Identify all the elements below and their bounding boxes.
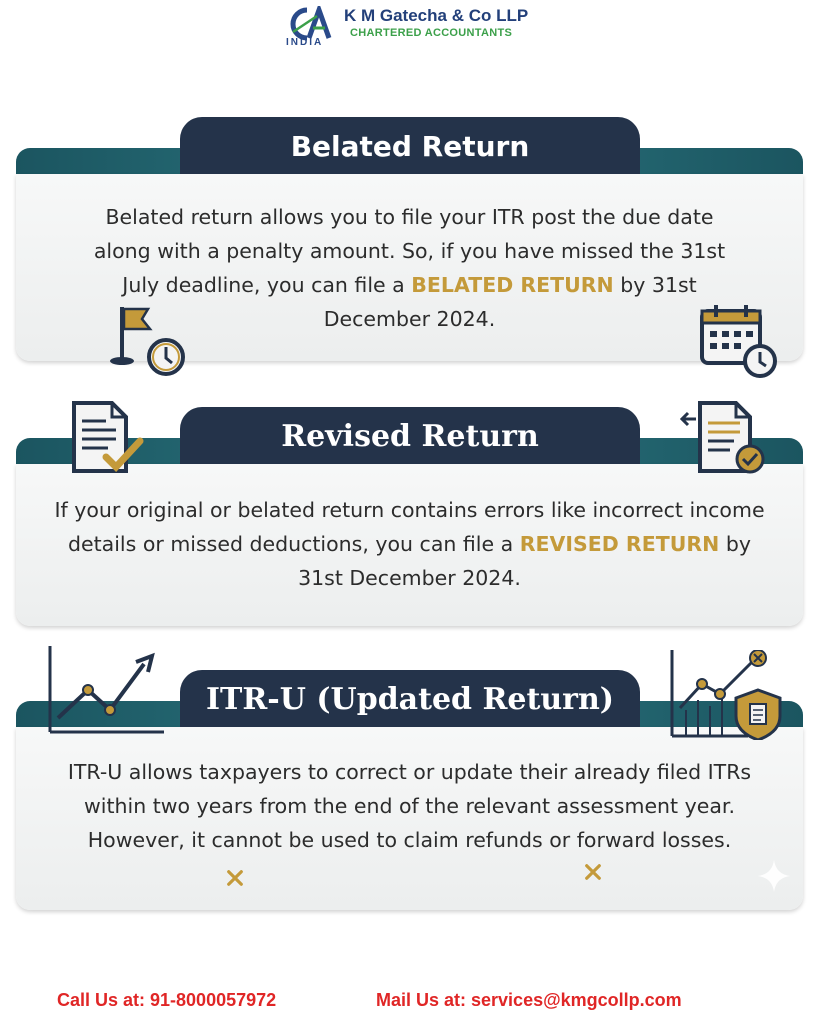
section-revised-return — [16, 407, 803, 629]
section-itr-u — [16, 670, 803, 915]
highlight-belated-return: BELATED RETURN — [411, 273, 614, 297]
section-title: ITR-U (Updated Return) — [206, 682, 614, 717]
call-us-text[interactable]: Call Us at: 91-8000057972 — [57, 990, 277, 1010]
section-body: Belated return allows you to file your ITR post the due date along with a penalty amount. So, if you have missed the 31st July deadline, you can file a BELATED RETURN by 31st December 2024. — [93, 205, 726, 331]
firm-subtitle: CHARTERED ACCOUNTANTS — [350, 27, 513, 39]
sparkle-icon — [756, 858, 792, 894]
section-title: Revised Return — [281, 419, 539, 454]
mail-us-text[interactable]: Mail Us at: services@kmgcollp.com — [376, 990, 682, 1010]
section-belated-return — [16, 117, 803, 367]
section-title-tab — [180, 407, 640, 464]
cross-icon — [584, 863, 602, 881]
logo-country-text: INDIA — [286, 37, 324, 48]
growth-chart-icon — [44, 646, 164, 736]
section-title: Belated Return — [290, 130, 530, 163]
document-check-icon — [68, 399, 148, 479]
calendar-clock-icon — [698, 303, 778, 383]
firm-name: K M Gatecha & Co LLP — [344, 6, 529, 25]
highlight-revised-return: REVISED RETURN — [519, 532, 720, 556]
section-body: ITR-U allows taxpayers to correct or update their already filed ITRs within two years from the end of the relevant assessment year. However, it cannot be used to claim refunds or forward losses. — [67, 760, 752, 852]
section-body: If your original or belated return contains errors like incorrect income details or missed deductions, you can file a REVISED RETURN by 31st December 2024. — [54, 498, 765, 590]
header — [0, 0, 819, 60]
chart-shield-icon — [668, 650, 788, 740]
section-title-tab — [180, 117, 640, 174]
section-title-tab — [180, 670, 640, 727]
revise-document-icon — [676, 399, 766, 479]
cross-icon — [226, 869, 244, 887]
flag-clock-icon — [108, 301, 188, 381]
footer — [0, 990, 819, 1016]
